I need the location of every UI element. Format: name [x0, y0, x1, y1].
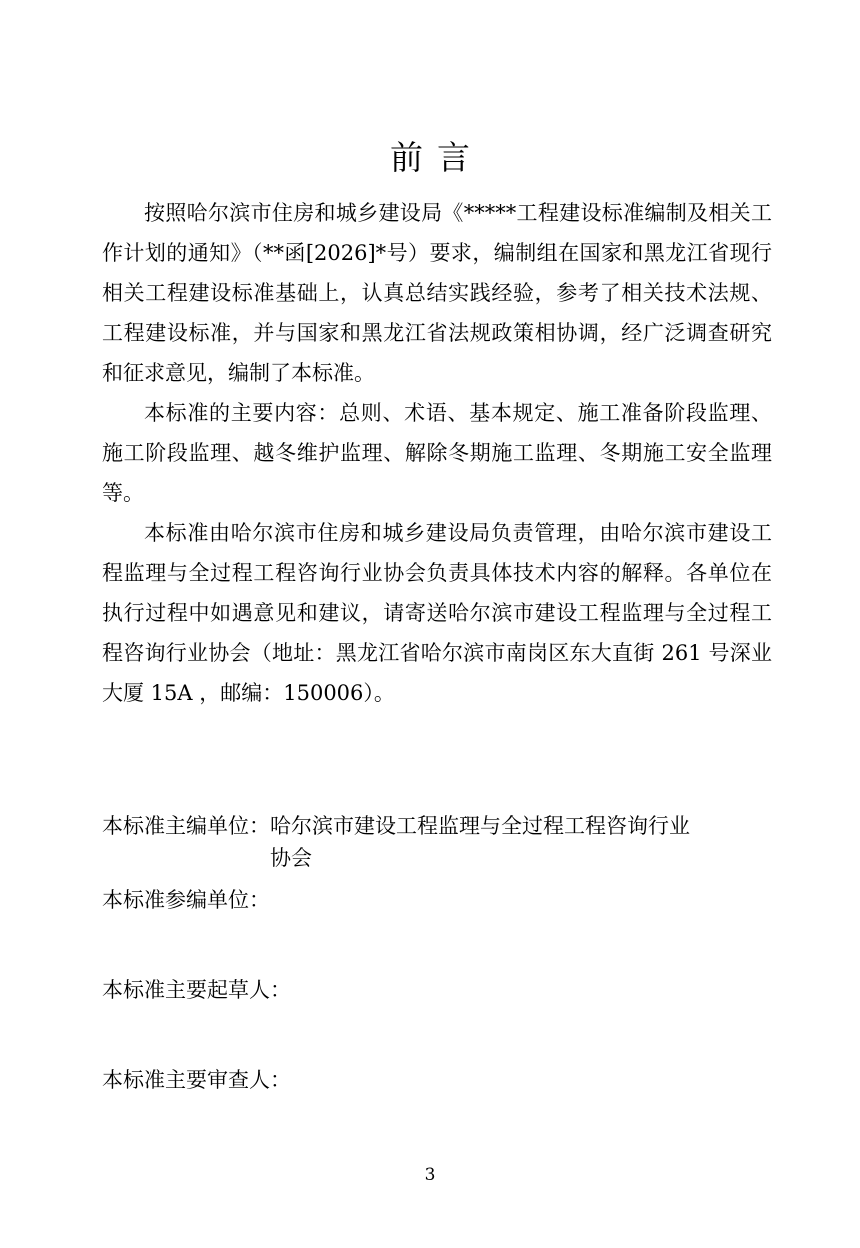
page-number: 3	[424, 1165, 436, 1185]
chief-editor-unit-label: 本标准主编单位：	[102, 814, 270, 838]
main-drafters-label: 本标准主要起草人：	[102, 978, 291, 1002]
preface-body	[102, 193, 772, 713]
main-reviewers-row	[102, 1060, 772, 1100]
paragraph-management-contact: 本标准由哈尔滨市住房和城乡建设局负责管理，由哈尔滨市建设工程监理与全过程工程咨询行业协会负责具体技术内容的解释。各单位在执行过程中如遇意见和建议，请寄送哈尔滨市建设工程监理与全过程工程咨询行业协会（地址：黑龙江省哈尔滨市南岗区东大直街 261 号深业大厦 15A ，邮编：150006）。	[102, 521, 772, 705]
credits-section	[102, 806, 772, 1100]
preface-title: 前言	[390, 138, 484, 177]
participating-units-label: 本标准参编单位：	[102, 888, 270, 912]
main-drafters-row	[102, 970, 772, 1010]
participating-units-row	[102, 880, 772, 920]
main-reviewers-label: 本标准主要审查人：	[102, 1068, 291, 1092]
chief-editor-unit-row	[102, 806, 772, 874]
chief-editor-unit-value: 哈尔滨市建设工程监理与全过程工程咨询行业协会	[270, 814, 690, 870]
paragraph-main-contents: 本标准的主要内容：总则、术语、基本规定、施工准备阶段监理、施工阶段监理、越冬维护监理、解除冬期施工监理、冬期施工安全监理等。	[102, 401, 772, 505]
paragraph-compilation-basis: 按照哈尔滨市住房和城乡建设局《*****工程建设标准编制及相关工作计划的通知》（**函[2026]*号）要求，编制组在国家和黑龙江省现行相关工程建设标准基础上，认真总结实践经验，参考了相关技术法规、工程建设标准，并与国家和黑龙江省法规政策相协调，经广泛调查研究和征求意见，编制了本标准。	[102, 201, 772, 385]
